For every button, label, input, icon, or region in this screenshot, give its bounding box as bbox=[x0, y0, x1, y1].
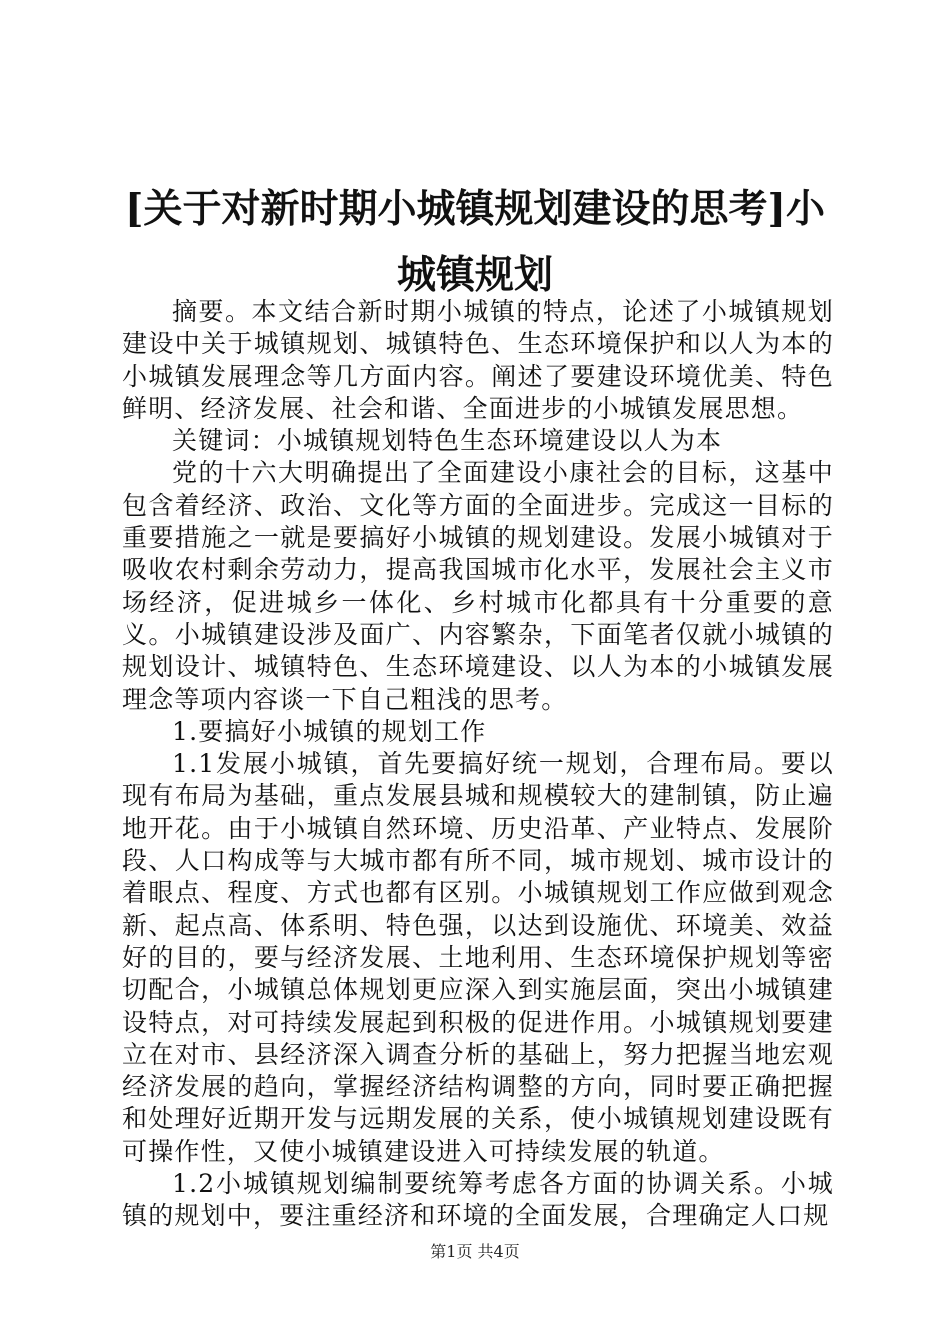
document-body bbox=[122, 296, 834, 1233]
section-1-1-paragraph: 1.1发展小城镇，首先要搞好统一规划，合理布局。要以现有布局为基础，重点发展县城和规模较大的建制镇，防止遍地开花。由于小城镇自然环境、历史沿革、产业特点、发展阶段、人口构成等与大城市都有所不同，城市规划、城市设计的着眼点、程度、方式也都有区别。小城镇规划工作应做到观念新、起点高、体系明、特色强，以达到设施优、环境美、效益好的目的，要与经济发展、土地利用、生态环境保护规划等密切配合，小城镇总体规划更应深入到实施层面，突出小城镇建设特点，对可持续发展起到积极的促进作用。小城镇规划要建立在对市、县经济深入调查分析的基础上，努力把握当地宏观经济发展的趋向，掌握经济结构调整的方向，同时要正确把握和处理好近期开发与远期发展的关系，使小城镇规划建设既有可操作性，又使小城镇建设进入可持续发展的轨道。 bbox=[122, 749, 834, 1166]
page-number-footer: 第1页 共4页 bbox=[430, 1242, 520, 1261]
intro-paragraph: 党的十六大明确提出了全面建设小康社会的目标，这基中包含着经济、政治、文化等方面的全面进步。完成这一目标的重要措施之一就是要搞好小城镇的规划建设。发展小城镇对于吸收农村剩余劳动力，提高我国城市化水平，发展社会主义市场经济，促进城乡一体化、乡村城市化都具有十分重要的意义。小城镇建设涉及面广、内容繁杂，下面笔者仅就小城镇的规划设计、城镇特色、生态环境建设、以人为本的小城镇发展理念等项内容谈一下自己粗浅的思考。 bbox=[122, 458, 834, 714]
abstract-paragraph: 摘要。本文结合新时期小城镇的特点，论述了小城镇规划建设中关于城镇规划、城镇特色、生态环境保护和以人为本的小城镇发展理念等几方面内容。阐述了要建设环境优美、特色鲜明、经济发展、社会和谐、全面进步的小城镇发展思想。 bbox=[122, 297, 834, 423]
section-heading: 1.要搞好小城镇的规划工作 bbox=[172, 716, 487, 746]
keywords-paragraph: 关键词：小城镇规划特色生态环境建设以人为本 bbox=[172, 426, 723, 456]
document-title: [关于对新时期小城镇规划建设的思考]小城镇规划 bbox=[125, 186, 825, 298]
section-1-2-paragraph: 1.2小城镇规划编制要统筹考虑各方面的协调关系。小城镇的规划中，要注重经济和环境的全面发展，合理确定人口规 bbox=[122, 1169, 834, 1231]
